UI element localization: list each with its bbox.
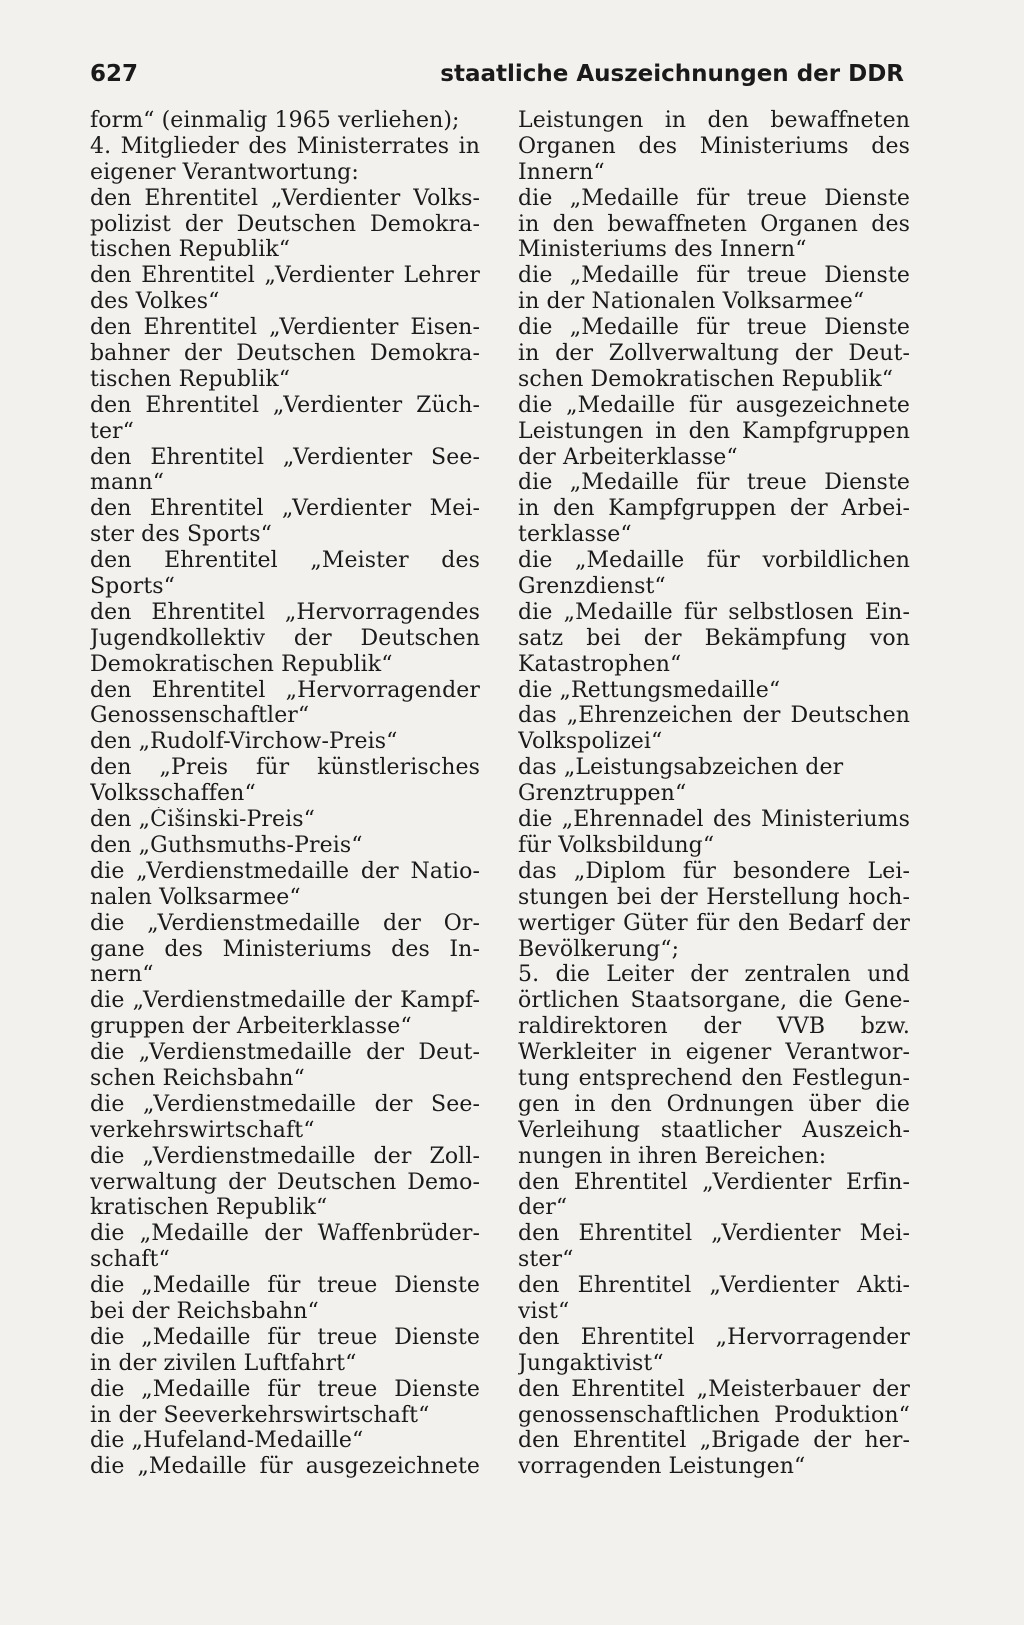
text-line: die „Verdienstmedaille der Zoll- [90,1143,480,1169]
text-line: ter“ [90,418,135,444]
text-line: das „Diplom für besondere Lei- [518,858,910,884]
text-line: stungen bei der Herstellung hoch- [518,884,910,910]
text-line: Grenzdienst“ [518,574,666,600]
text-line: Ministeriums des Innern“ [518,237,807,263]
text-line: die „Medaille für selbstlosen Ein- [518,599,910,625]
text-line: den Ehrentitel „Verdienter Züch- [90,392,480,418]
text-line: der“ [518,1195,568,1221]
text-line: vist“ [518,1298,570,1324]
text-line: den Ehrentitel „Hervorragender [90,677,480,703]
text-line: schaft“ [90,1247,170,1273]
right-text-column [518,108,910,1480]
text-line: die „Verdienstmedaille der Natio- [90,858,480,884]
text-line: in der zivilen Luftfahrt“ [90,1350,357,1376]
text-line: den Ehrentitel „Hervorragendes [90,599,480,625]
text-line: die „Medaille für ausgezeichnete [518,392,910,418]
text-line: den Ehrentitel „Brigade der her- [518,1428,910,1454]
text-line: raldirektoren der VVB bzw. [518,1014,910,1040]
text-line: Volkspolizei“ [518,729,663,755]
text-line: terklasse“ [518,522,632,548]
text-line: bahner der Deutschen Demokra- [90,341,480,367]
text-line: örtlichen Staatsorgane, die Gene- [518,988,910,1014]
text-line: mann“ [90,470,165,496]
text-line: 5. die Leiter der zentralen und [518,962,910,988]
text-line: 4. Mitglieder des Ministerrates in [90,133,480,159]
text-line: den Ehrentitel „Meister des [90,548,480,574]
text-line: den „Preis für künstlerisches [90,755,480,781]
text-line: die „Medaille für ausgezeichnete [90,1454,480,1480]
text-line: den Ehrentitel „Verdienter Mei- [518,1221,910,1247]
text-line: die „Medaille für vorbildlichen [518,548,910,574]
text-line: den Ehrentitel „Verdienter See- [90,444,480,470]
text-line: schen Reichsbahn“ [90,1065,305,1091]
text-line: genossenschaftlichen Produktion“ [518,1402,910,1428]
text-line: die „Hufeland-Medaille“ [90,1428,364,1454]
text-line: vorragenden Leistungen“ [518,1454,806,1480]
text-line: die „Medaille der Waffenbrüder- [90,1221,480,1247]
text-line: in der Seeverkehrswirtschaft“ [90,1402,430,1428]
text-line: den Ehrentitel „Meisterbauer der [518,1376,910,1402]
text-line: eigener Verantwortung: [90,159,359,185]
text-line: gen in den Ordnungen über die [518,1091,910,1117]
text-line: die „Verdienstmedaille der See- [90,1091,480,1117]
text-line: Volksschaffen“ [90,781,256,807]
text-line: Sports“ [90,574,175,600]
text-line: satz bei der Bekämpfung von [518,625,910,651]
text-line: die „Medaille für treue Dienste [90,1324,480,1350]
text-line: verkehrswirtschaft“ [90,1117,315,1143]
text-line: der Arbeiterklasse“ [518,444,738,470]
text-line: form“ (einmalig 1965 verliehen); [90,108,460,133]
text-line: die „Medaille für treue Dienste [518,263,910,289]
text-line: in den Kampfgruppen der Arbei- [518,496,910,522]
text-line: die „Medaille für treue Dienste [518,315,910,341]
text-line: das „Leistungsabzeichen der [518,755,844,781]
text-line: tischen Republik“ [90,237,291,263]
text-line: nungen in ihren Bereichen: [518,1143,827,1169]
text-line: Katastrophen“ [518,651,682,677]
text-line: kratischen Republik“ [90,1195,328,1221]
text-line: das „Ehrenzeichen der Deutschen [518,703,910,729]
text-line: die „Medaille für treue Dienste [518,185,910,211]
text-line: Werkleiter in eigener Verantwor- [518,1040,910,1066]
text-line: tischen Republik“ [90,366,291,392]
text-line: in der Nationalen Volksarmee“ [518,289,865,315]
text-line: des Volkes“ [90,289,220,315]
text-line: Jungaktivist“ [518,1350,664,1376]
text-line: Leistungen in den Kampfgruppen [518,418,910,444]
text-line: den Ehrentitel „Verdienter Lehrer [90,263,480,289]
text-line: in der Zollverwaltung der Deut- [518,341,910,367]
text-line: den Ehrentitel „Verdienter Akti- [518,1273,910,1299]
text-line: den Ehrentitel „Verdienter Erfin- [518,1169,910,1195]
text-line: die „Medaille für treue Dienste [90,1273,480,1299]
text-line: den Ehrentitel „Hervorragender [518,1324,910,1350]
text-line: gane des Ministeriums des In- [90,936,480,962]
text-line: Verleihung staatlicher Auszeich- [518,1117,910,1143]
text-line: für Volksbildung“ [518,832,715,858]
text-line: wertiger Güter für den Bedarf der [518,910,910,936]
text-line: Bevölkerung“; [518,936,680,962]
text-line: in den bewaffneten Organen des [518,211,910,237]
text-line: den „Ćišinski-Preis“ [90,807,316,833]
text-line: Jugendkollektiv der Deutschen [90,625,480,651]
text-line: die „Verdienstmedaille der Or- [90,910,480,936]
text-line: den Ehrentitel „Verdienter Eisen- [90,315,480,341]
text-line: den Ehrentitel „Verdienter Volks- [90,185,480,211]
text-line: bei der Reichsbahn“ [90,1298,319,1324]
text-line: Demokratischen Republik“ [90,651,393,677]
running-title: staatliche Auszeichnungen der DDR [440,61,904,87]
text-line: ster des Sports“ [90,522,272,548]
left-text-column [90,108,480,1480]
text-line: ster“ [518,1247,574,1273]
text-line: Grenztruppen“ [518,781,687,807]
page-header [90,56,904,92]
text-line: den „Rudolf-Virchow-Preis“ [90,729,398,755]
text-line: den „Guthsmuths-Preis“ [90,832,363,858]
text-line: verwaltung der Deutschen Demo- [90,1169,480,1195]
text-line: die „Medaille für treue Dienste [518,470,910,496]
text-line: die „Rettungsmedaille“ [518,677,781,703]
text-line: schen Demokratischen Republik“ [518,366,894,392]
text-line: polizist der Deutschen Demokra- [90,211,480,237]
text-line: den Ehrentitel „Verdienter Mei- [90,496,480,522]
text-line: die „Medaille für treue Dienste [90,1376,480,1402]
text-line: tung entsprechend den Festlegun- [518,1065,910,1091]
text-line: nalen Volksarmee“ [90,884,301,910]
text-line: nern“ [90,962,154,988]
page-number: 627 [90,61,139,87]
text-line: die „Verdienstmedaille der Deut- [90,1040,480,1066]
text-line: gruppen der Arbeiterklasse“ [90,1014,412,1040]
text-line: Innern“ [518,159,605,185]
text-line: die „Ehrennadel des Ministeriums [518,807,910,833]
text-line: die „Verdienstmedaille der Kampf- [90,988,480,1014]
text-line: Leistungen in den bewaffneten [518,108,910,133]
text-line: Organen des Ministeriums des [518,133,910,159]
text-line: Genossenschaftler“ [90,703,310,729]
